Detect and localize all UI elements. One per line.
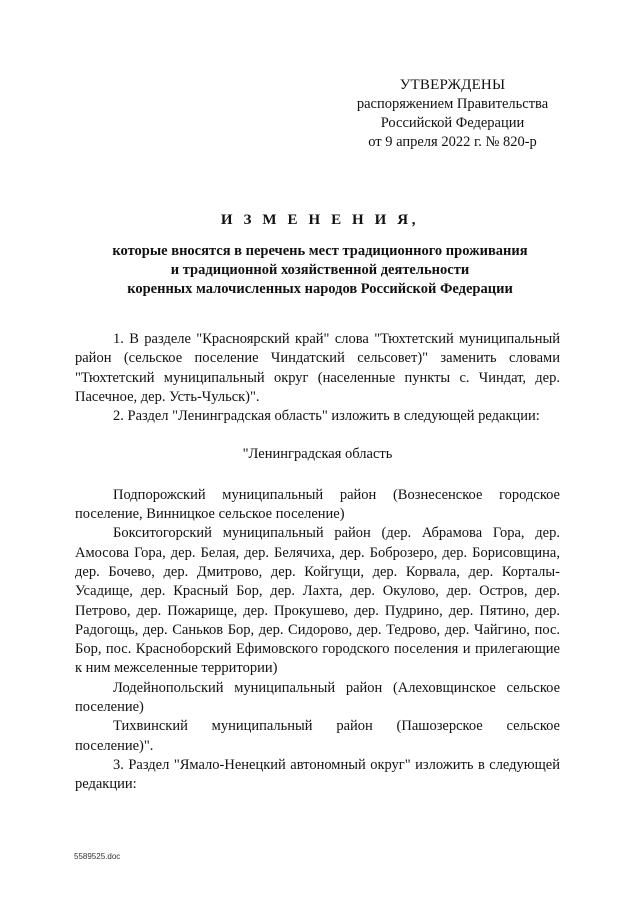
section-title: "Ленинградская область <box>242 446 393 463</box>
subtitle-line-1: которые вносятся в перечень мест традиционного проживания <box>112 243 528 259</box>
paragraph-6: Тихвинский муниципальный район (Пашозерское сельское поселение)". <box>75 718 560 754</box>
approval-title: УТВЕРЖДЕНЫ <box>399 77 506 93</box>
paragraph-3: Подпорожский муниципальный район (Вознесенское городское поселение, Винницкое сельское поселение) <box>75 486 560 523</box>
footer-filename: 5589525.doc <box>74 852 121 861</box>
approval-line-1: распоряжением Правительства <box>356 96 549 112</box>
document-subtitle <box>60 242 580 299</box>
paragraph-7: 3. Раздел "Ямало-Ненецкий автономный округ" изложить в следующей редакции: <box>75 756 560 793</box>
paragraph-1: 1. В разделе "Красноярский край" слова "Тюхтетский муниципальный район (сельское поселение Чиндатский сельсовет)" заменить словами "Тюхтетский муниципальный округ (населенные пункты с. Чиндат, дер. Пасечное, дер. Усть-Чульск)". <box>75 331 560 405</box>
approval-line-3: от 9 апреля 2022 г. № 820-р <box>368 134 537 150</box>
paragraph-2: 2. Раздел "Ленинградская область" изложить в следующей редакции: <box>113 408 540 425</box>
subtitle-line-3: коренных малочисленных народов Российской Федерации <box>127 281 513 297</box>
approval-block <box>330 76 575 152</box>
subtitle-line-2: и традиционной хозяйственной деятельности <box>170 262 470 278</box>
approval-line-2: Российской Федерации <box>380 115 525 131</box>
document-body <box>75 330 560 795</box>
paragraph-5: Лодейнопольский муниципальный район (Алеховщинское сельское поселение) <box>75 679 560 716</box>
paragraph-4: Бокситогорский муниципальный район (дер. Абрамова Гора, дер. Амосова Гора, дер. Белая, дер. Белячиха, дер. Боброзеро, дер. Борисовщина, дер. Бочево, дер. Дмитрово, дер. Койгущи, дер. Корвала, дер. Корталы-Усадище, дер. Красный Бор, дер. Лахта, дер. Окулово, дер. Остров, дер. Петрово, дер. Пожарище, дер. Прокушево, дер. Пудрино, дер. Пятино, дер. Радогощь, дер. Саньков Бор, дер. Сидорово, дер. Тедрово, дер. Чайгино, пос. Бор, пос. Красноборский Ефимовского городского поселения и прилегающие к ним межселенные территории) <box>75 525 560 677</box>
document-title: И З М Е Н Е Н И Я, <box>220 212 420 228</box>
